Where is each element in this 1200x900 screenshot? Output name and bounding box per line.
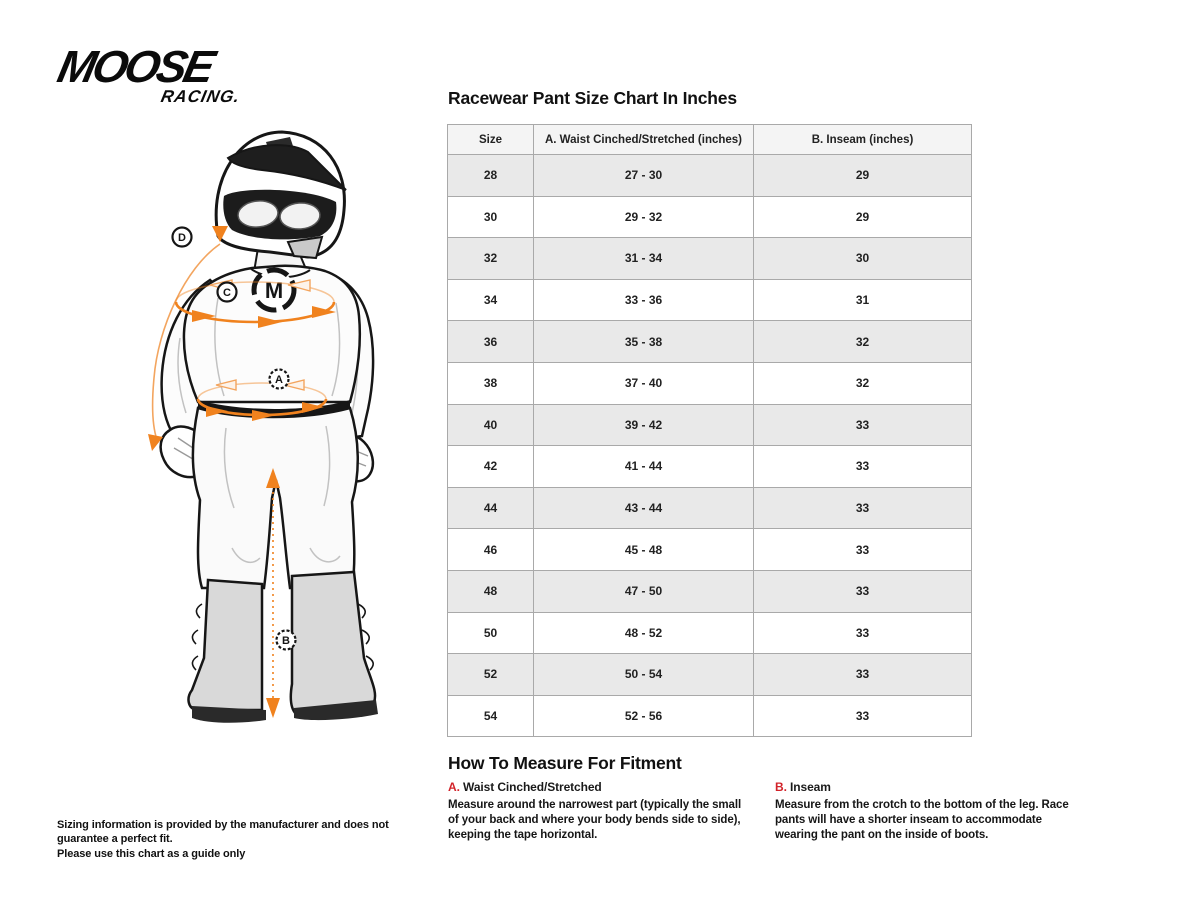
cell-inseam: 29 <box>754 155 972 197</box>
disclaimer-line-2: Please use this chart as a guide only <box>57 847 246 860</box>
cell-waist: 39 - 42 <box>534 404 754 446</box>
table-row <box>448 529 972 571</box>
cell-inseam: 32 <box>754 362 972 404</box>
table-row <box>448 612 972 654</box>
cell-inseam: 33 <box>754 446 972 488</box>
howto-body-waist: Measure around the narrowest part (typically the small of your back and where your body bends side to side), keeping the tape horizontal. <box>448 798 742 842</box>
cell-size: 52 <box>448 654 534 696</box>
table-row <box>448 487 972 529</box>
cell-waist: 50 - 54 <box>534 654 754 696</box>
cell-waist: 29 - 32 <box>534 196 754 238</box>
column-header-inseam: B. Inseam (inches) <box>754 125 972 155</box>
column-header-waist: A. Waist Cinched/Stretched (inches) <box>534 125 754 155</box>
howto-label-inseam <box>775 780 1081 796</box>
svg-text:A: A <box>275 374 283 386</box>
svg-text:C: C <box>223 287 231 299</box>
cell-inseam: 30 <box>754 238 972 280</box>
table-row <box>448 570 972 612</box>
table-row <box>448 279 972 321</box>
disclaimer-line-1: Sizing information is provided by the manufacturer and does not guarantee a perfect fit. <box>57 819 389 846</box>
rider-left-boot <box>189 580 262 710</box>
cell-waist: 35 - 38 <box>534 321 754 363</box>
cell-size: 30 <box>448 196 534 238</box>
howto-label-text-inseam: Inseam <box>790 780 831 794</box>
cell-waist: 41 - 44 <box>534 446 754 488</box>
rider-figure-container <box>140 118 455 768</box>
table-row <box>448 695 972 737</box>
table-row <box>448 155 972 197</box>
cell-inseam: 29 <box>754 196 972 238</box>
table-row <box>448 446 972 488</box>
cell-inseam: 33 <box>754 570 972 612</box>
howto-letter-a: A. <box>448 780 460 794</box>
cell-inseam: 31 <box>754 279 972 321</box>
howto-letter-b: B. <box>775 780 787 794</box>
size-table-body <box>448 155 972 737</box>
cell-size: 42 <box>448 446 534 488</box>
cell-inseam: 33 <box>754 487 972 529</box>
cell-size: 36 <box>448 321 534 363</box>
moose-racing-logo <box>53 41 254 107</box>
table-row <box>448 404 972 446</box>
cell-inseam: 33 <box>754 612 972 654</box>
logo-word-racing: RACING. <box>159 87 243 106</box>
cell-inseam: 33 <box>754 404 972 446</box>
label-badge-a <box>270 370 289 389</box>
cell-size: 50 <box>448 612 534 654</box>
cell-size: 46 <box>448 529 534 571</box>
howto-section-waist <box>448 780 744 843</box>
table-row <box>448 196 972 238</box>
howto-label-text-waist: Waist Cinched/Stretched <box>463 780 602 794</box>
cell-waist: 37 - 40 <box>534 362 754 404</box>
cell-waist: 45 - 48 <box>534 529 754 571</box>
rider-right-boot <box>291 572 375 714</box>
page-title: Racewear Pant Size Chart In Inches <box>448 88 737 108</box>
howto-label-waist <box>448 780 744 796</box>
chest-emblem-letter: M <box>264 278 284 303</box>
cell-inseam: 33 <box>754 529 972 571</box>
svg-text:B: B <box>282 635 290 647</box>
cell-size: 54 <box>448 695 534 737</box>
column-header-size: Size <box>448 125 534 155</box>
cell-waist: 52 - 56 <box>534 695 754 737</box>
table-row <box>448 362 972 404</box>
cell-waist: 47 - 50 <box>534 570 754 612</box>
rider-measurement-diagram <box>140 118 455 768</box>
cell-waist: 43 - 44 <box>534 487 754 529</box>
size-chart-table <box>447 124 972 737</box>
label-badge-c <box>218 283 237 302</box>
howto-body-inseam: Measure from the crotch to the bottom of the leg. Race pants will have a shorter inseam to accommodate wearing the pant on the inside of boots. <box>775 798 1069 842</box>
table-row <box>448 321 972 363</box>
howto-heading: How To Measure For Fitment <box>448 753 682 773</box>
cell-waist: 31 - 34 <box>534 238 754 280</box>
cell-size: 48 <box>448 570 534 612</box>
cell-size: 44 <box>448 487 534 529</box>
cell-waist: 27 - 30 <box>534 155 754 197</box>
logo-word-moose: MOOSE <box>53 41 217 92</box>
cell-size: 28 <box>448 155 534 197</box>
howto-section-inseam <box>775 780 1081 843</box>
inseam-arrow-bottom <box>266 698 280 718</box>
svg-text:D: D <box>178 232 186 244</box>
sizing-disclaimer <box>57 818 429 861</box>
cell-size: 40 <box>448 404 534 446</box>
table-row <box>448 238 972 280</box>
cell-size: 32 <box>448 238 534 280</box>
label-badge-d <box>173 228 192 247</box>
boot-buckles <box>192 604 202 670</box>
cell-inseam: 32 <box>754 321 972 363</box>
table-header-row <box>448 125 972 155</box>
label-badge-b <box>277 631 296 650</box>
table-row <box>448 654 972 696</box>
cell-waist: 48 - 52 <box>534 612 754 654</box>
cell-inseam: 33 <box>754 695 972 737</box>
cell-waist: 33 - 36 <box>534 279 754 321</box>
cell-size: 34 <box>448 279 534 321</box>
cell-size: 38 <box>448 362 534 404</box>
cell-inseam: 33 <box>754 654 972 696</box>
